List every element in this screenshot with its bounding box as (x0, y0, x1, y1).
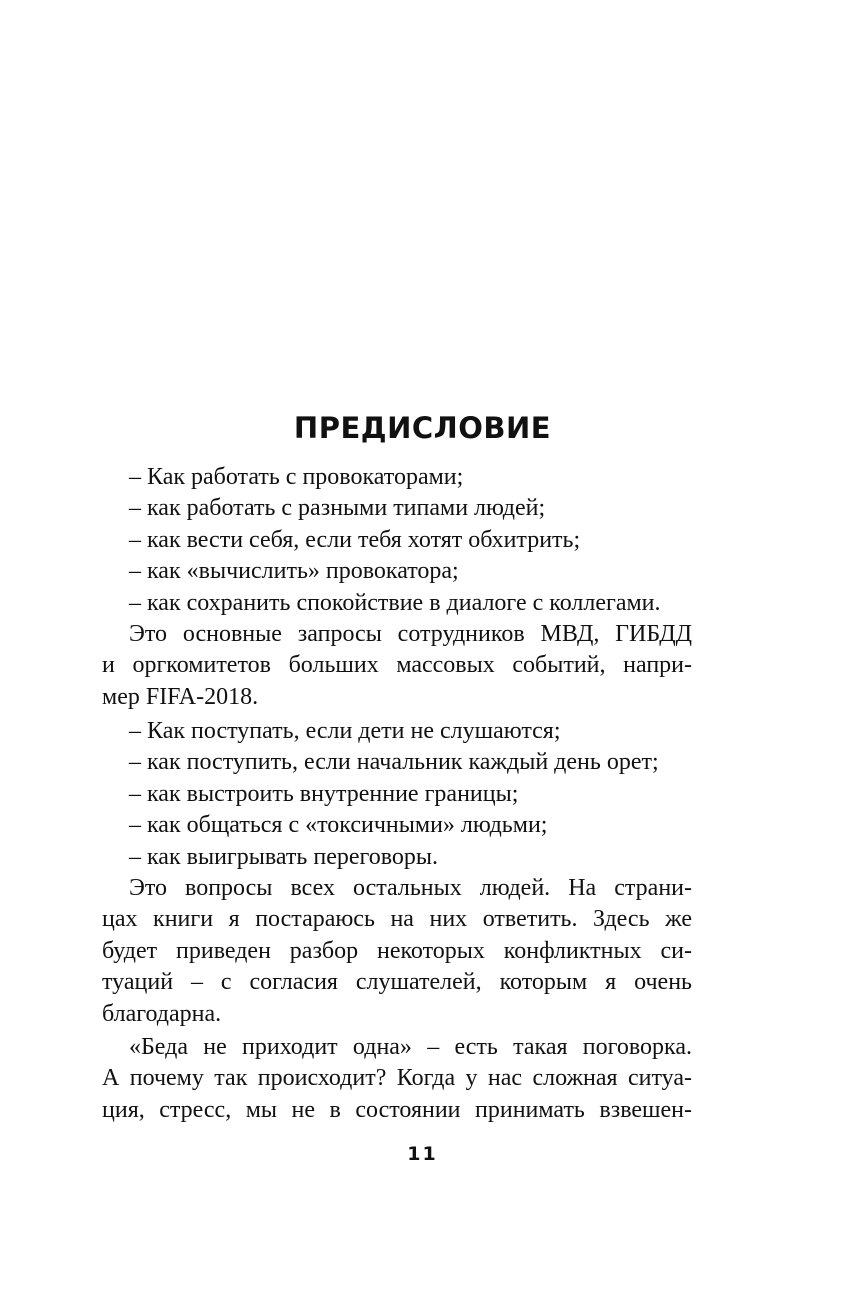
paragraph-line: Это основные запросы сотрудников МВД, ГИБДД (129, 621, 692, 647)
paragraph-line: мер FIFA-2018. (102, 683, 259, 710)
paragraph-line: «Беда не приходит одна» – есть такая поговорка. (129, 1034, 692, 1060)
list-item: – как выигрывать переговоры. (129, 843, 439, 870)
paragraph-line: цах книги я постараюсь на них ответить. Здесь же (102, 906, 692, 933)
list-personal-questions (102, 716, 692, 873)
paragraph-line: благодарна. (102, 1000, 222, 1027)
list-item: – Как поступать, если дети не слушаются; (129, 718, 561, 744)
list-item: – как общаться с «токсичными» людьми; (129, 812, 548, 839)
paragraph-line: и оргкомитетов больших массовых событий, напри- (102, 652, 692, 679)
list-item: – как выстроить внутренние границы; (129, 780, 519, 807)
paragraph-line: ция, стресс, мы не в состоянии принимать взвешен- (102, 1096, 692, 1123)
paragraph-line: туаций – с согласия слушателей, которым я очень (102, 969, 692, 996)
list-item: – как поступить, если начальник каждый день орет; (129, 749, 659, 776)
paragraph-line: А почему так происходит? Когда у нас сложная ситуа- (102, 1065, 692, 1092)
list-item: – как сохранить спокойствие в диалоге с коллегами. (129, 589, 661, 616)
paragraph-proverb (102, 1032, 692, 1126)
list-item: – как вести себя, если тебя хотят обхитрить; (129, 526, 581, 553)
page-number: 11 (407, 1143, 438, 1165)
chapter-heading: ПРЕДИСЛОВИЕ (293, 411, 552, 445)
list-item: – Как работать с провокаторами; (129, 464, 464, 490)
list-office-requests (102, 462, 692, 619)
list-item: – как «вычислить» провокатора; (129, 558, 459, 585)
paragraph-other-questions (102, 873, 692, 1030)
list-item: – как работать с разными типами людей; (129, 495, 546, 522)
paragraph-main-requests (102, 619, 692, 713)
paragraph-line: будет приведен разбор некоторых конфликтных си- (102, 937, 692, 964)
paragraph-line: Это вопросы всех остальных людей. На страни- (129, 875, 692, 901)
